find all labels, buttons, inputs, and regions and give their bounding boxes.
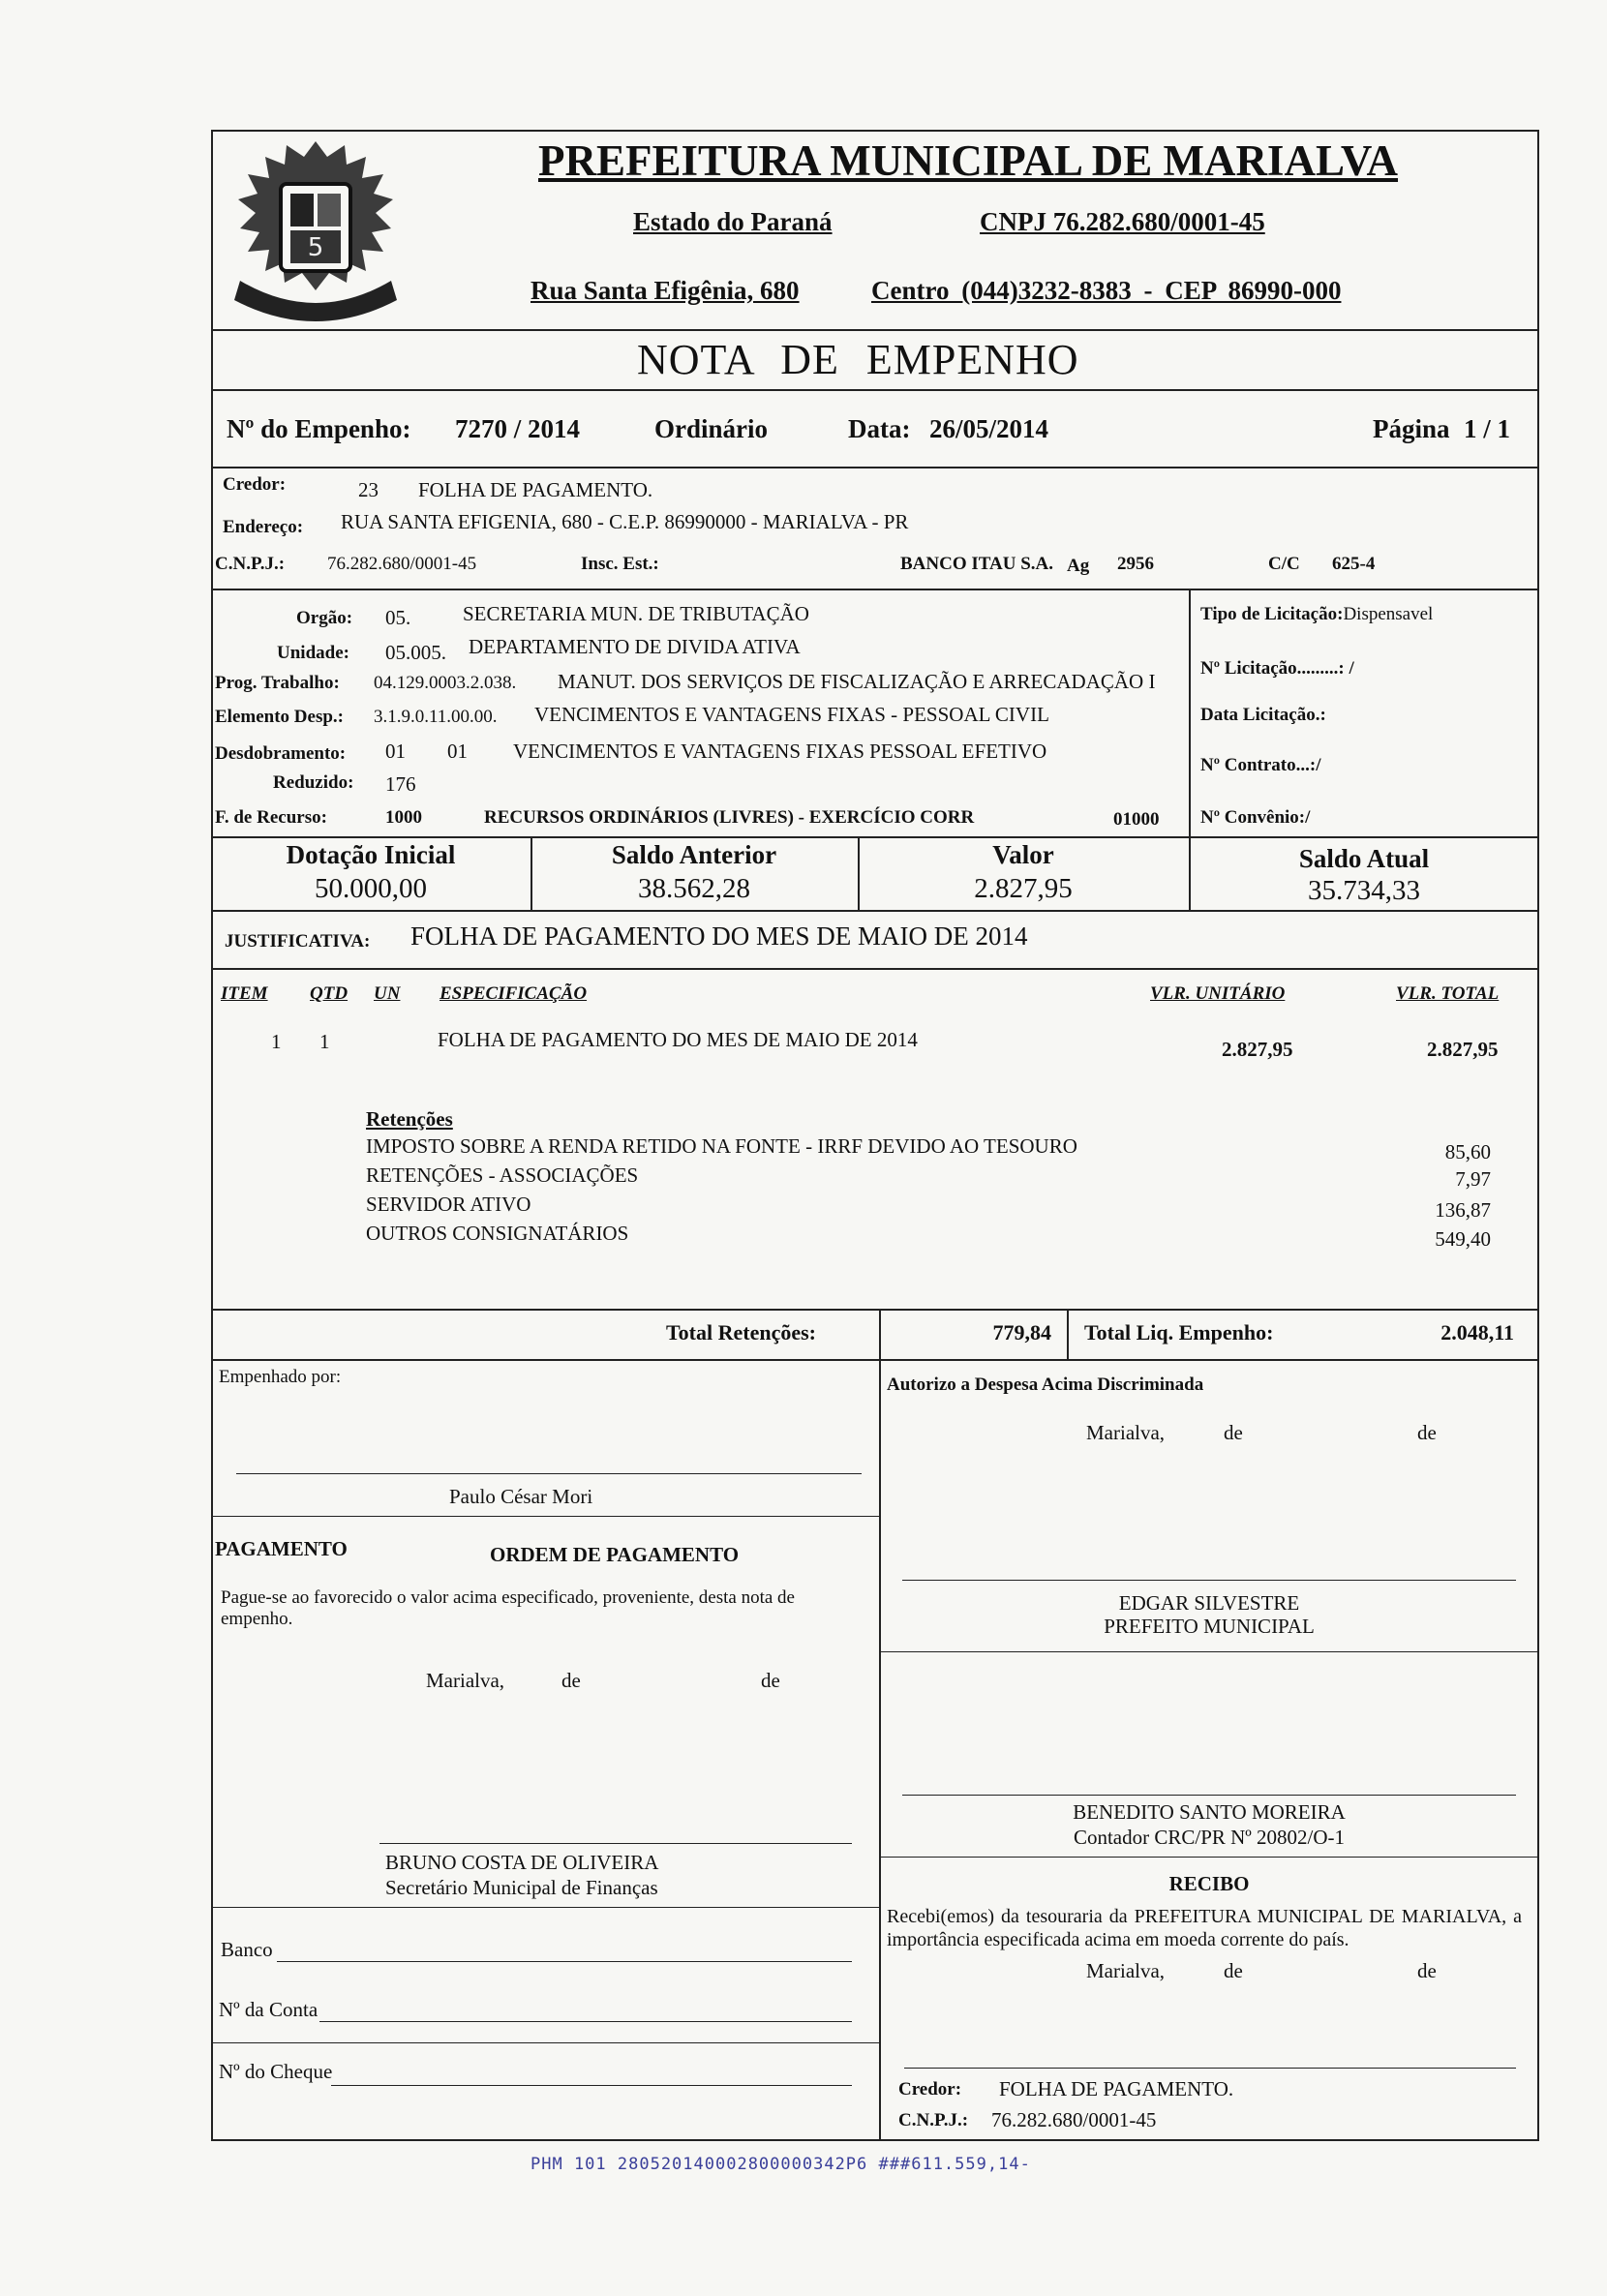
column-header-vlr-total: VLR. TOTAL xyxy=(1396,983,1500,1004)
conta-input-line[interactable] xyxy=(319,2021,852,2022)
retencao-desc: IMPOSTO SOBRE A RENDA RETIDO NA FONTE - IRRF DEVIDO AO TESOURO xyxy=(366,1134,1077,1158)
recibo-city: Marialva, xyxy=(1086,1959,1166,1982)
column-header-item: ITEM xyxy=(221,983,268,1004)
endereco-label: Endereço: xyxy=(223,517,304,537)
desdobramento-name: VENCIMENTOS E VANTAGENS FIXAS PESSOAL EFETIVO xyxy=(513,740,1047,763)
pagamento-de-1: de xyxy=(561,1669,581,1692)
retencao-value: 136,87 xyxy=(1435,1198,1491,1222)
agencia-label: Ag xyxy=(1067,556,1090,576)
recurso-code-2: 01000 xyxy=(1113,809,1160,830)
tipo-licitacao-value: Dispensavel xyxy=(1343,604,1434,624)
column-header-especificacao: ESPECIFICAÇÃO xyxy=(440,983,588,1004)
total-liquido-label: Total Liq. Empenho: xyxy=(1084,1320,1274,1344)
retencao-value: 85,60 xyxy=(1444,1140,1491,1163)
orgao-code: 05. xyxy=(385,606,411,629)
autorizo-de-1: de xyxy=(1224,1421,1243,1444)
elemento-name: VENCIMENTOS E VANTAGENS FIXAS - PESSOAL CIVIL xyxy=(534,703,1049,726)
column-header-qtd: QTD xyxy=(310,983,349,1004)
contador-title: Contador CRC/PR Nº 20802/O-1 xyxy=(1073,1826,1346,1849)
credor-label: Credor: xyxy=(223,474,287,495)
row-vlr-total: 2.827,95 xyxy=(1427,1038,1499,1061)
valor-label: Valor xyxy=(992,840,1054,869)
unidade-code: 05.005. xyxy=(385,641,446,664)
empenhado-signature-line xyxy=(236,1473,862,1474)
orgao-label: Orgão: xyxy=(296,608,353,628)
recurso-name: RECURSOS ORDINÁRIOS (LIVRES) - EXERCÍCIO CORR xyxy=(484,807,975,828)
banco-name: BANCO ITAU S.A. xyxy=(900,554,1054,574)
agencia-value: 2956 xyxy=(1117,554,1154,574)
column-header-vlr-unitario: VLR. UNITÁRIO xyxy=(1150,983,1286,1004)
municipal-crest-icon xyxy=(221,136,410,339)
pagamento-de-2: de xyxy=(761,1669,780,1692)
unidade-label: Unidade: xyxy=(277,643,349,663)
unidade-name: DEPARTAMENTO DE DIVIDA ATIVA xyxy=(469,635,801,658)
saldo-anterior-label: Saldo Anterior xyxy=(611,840,777,869)
recibo-credor-label: Credor: xyxy=(898,2079,962,2100)
saldo-anterior-value: 38.562,28 xyxy=(638,873,750,904)
prog-code: 04.129.0003.2.038. xyxy=(374,673,517,693)
retencao-desc: RETENÇÕES - ASSOCIAÇÕES xyxy=(366,1163,639,1187)
dotacao-inicial-label: Dotação Inicial xyxy=(286,840,456,869)
header-cnpj: CNPJ 76.282.680/0001-45 xyxy=(980,207,1265,236)
recibo-cnpj-value: 76.282.680/0001-45 xyxy=(991,2108,1157,2131)
header-district-phone: Centro (044)3232-8383 - CEP 86990-000 xyxy=(871,276,1342,305)
page-label: Página xyxy=(1373,414,1450,443)
total-retencoes-value: 779,84 xyxy=(992,1320,1051,1344)
retencao-value: 7,97 xyxy=(1455,1167,1491,1191)
conta-label: Nº da Conta xyxy=(219,1998,318,2021)
saldo-atual-label: Saldo Atual xyxy=(1298,844,1430,873)
retencao-value: 549,40 xyxy=(1435,1227,1491,1251)
elemento-code: 3.1.9.0.11.00.00. xyxy=(374,707,498,727)
empenho-date-label: Data: xyxy=(848,414,911,443)
recurso-label: F. de Recurso: xyxy=(215,807,327,828)
cc-label: C/C xyxy=(1268,554,1300,574)
justificativa-label: JUSTIFICATIVA: xyxy=(225,931,371,952)
header-address: Rua Santa Efigênia, 680 xyxy=(531,276,800,305)
state-label: Estado do Paraná xyxy=(633,207,833,236)
page-title: PREFEITURA MUNICIPAL DE MARIALVA xyxy=(538,136,1399,185)
reduzido-value: 176 xyxy=(385,772,416,796)
credor-name: FOLHA DE PAGAMENTO. xyxy=(418,478,653,501)
autorizo-label: Autorizo a Despesa Acima Discriminada xyxy=(887,1375,1204,1395)
column-header-un: UN xyxy=(374,983,401,1004)
recibo-text: Recebi(emos) da tesouraria da PREFEITURA MUNICIPAL DE MARIALVA, a importância especificada acima em moeda corrente do país. xyxy=(887,1906,1522,1950)
desdobramento-label: Desdobramento: xyxy=(215,743,347,764)
pagamento-city: Marialva, xyxy=(426,1669,505,1692)
prog-label: Prog. Trabalho: xyxy=(215,673,340,693)
prefeito-title: PREFEITO MUNICIPAL xyxy=(1104,1615,1315,1638)
recurso-code: 1000 xyxy=(385,807,422,828)
empenho-date: 26/05/2014 xyxy=(929,414,1049,443)
contador-name: BENEDITO SANTO MOREIRA xyxy=(1073,1800,1346,1824)
recibo-credor-value: FOLHA DE PAGAMENTO. xyxy=(999,2077,1234,2100)
prog-name: MANUT. DOS SERVIÇOS DE FISCALIZAÇÃO E ARRECADAÇÃO I xyxy=(558,670,1156,693)
convenio-number: Nº Convênio:/ xyxy=(1200,807,1311,828)
data-licitacao: Data Licitação.: xyxy=(1200,705,1326,725)
empenhado-por-label: Empenhado por: xyxy=(219,1367,342,1387)
cheque-input-line[interactable] xyxy=(331,2085,852,2086)
prefeito-name: EDGAR SILVESTRE xyxy=(1118,1591,1300,1615)
empenho-number-label: Nº do Empenho: xyxy=(227,414,411,443)
empenho-number: 7270 / 2014 xyxy=(455,414,581,443)
autorizo-city: Marialva, xyxy=(1086,1421,1166,1444)
desdobramento-code-2: 01 xyxy=(447,740,468,763)
bank-authentication-code: PHM 101 280520140002800000342P6 ###611.559,14- xyxy=(531,2155,1031,2174)
saldo-atual-value: 35.734,33 xyxy=(1308,875,1420,906)
dotacao-inicial-value: 50.000,00 xyxy=(315,873,427,904)
row-item: 1 xyxy=(271,1030,282,1053)
autorizo-de-2: de xyxy=(1417,1421,1437,1444)
licitacao-number: Nº Licitação.........: / xyxy=(1200,658,1354,679)
credor-signature-line xyxy=(904,2068,1516,2069)
valor-value: 2.827,95 xyxy=(974,873,1073,904)
pagamento-label: PAGAMENTO xyxy=(215,1537,348,1560)
reduzido-label: Reduzido: xyxy=(273,772,354,793)
recibo-de-2: de xyxy=(1417,1959,1437,1982)
document-title: NOTA DE EMPENHO xyxy=(637,336,1079,383)
justificativa-text: FOLHA DE PAGAMENTO DO MES DE MAIO DE 2014 xyxy=(410,921,1028,951)
retencoes-title: Retenções xyxy=(366,1107,453,1131)
tipo-licitacao xyxy=(1200,604,1433,625)
cheque-label: Nº do Cheque xyxy=(219,2060,333,2083)
insc-est-label: Insc. Est.: xyxy=(581,554,659,574)
credor-cnpj-label: C.N.P.J.: xyxy=(215,554,286,574)
orgao-name: SECRETARIA MUN. DE TRIBUTAÇÃO xyxy=(463,602,809,625)
empenho-type: Ordinário xyxy=(654,414,769,443)
svg-text:5: 5 xyxy=(307,233,324,262)
recibo-de-1: de xyxy=(1224,1959,1243,1982)
pague-text: Pague-se ao favorecido o valor acima especificado, proveniente, desta nota de empenho. xyxy=(221,1587,795,1629)
ordem-pagamento-label: ORDEM DE PAGAMENTO xyxy=(490,1543,740,1566)
credor-cnpj: 76.282.680/0001-45 xyxy=(327,554,477,574)
contador-signature-line xyxy=(902,1795,1516,1796)
banco-label: Banco xyxy=(221,1938,273,1961)
endereco-value: RUA SANTA EFIGENIA, 680 - C.E.P. 86990000 - MARIALVA - PR xyxy=(341,510,909,533)
row-qtd: 1 xyxy=(319,1030,330,1053)
secretario-signature-line xyxy=(379,1843,852,1844)
cc-value: 625-4 xyxy=(1332,554,1376,574)
banco-input-line[interactable] xyxy=(277,1961,852,1962)
secretario-name: BRUNO COSTA DE OLIVEIRA xyxy=(385,1851,659,1874)
row-especificacao: FOLHA DE PAGAMENTO DO MES DE MAIO DE 2014 xyxy=(438,1028,918,1051)
total-retencoes-label: Total Retenções: xyxy=(666,1320,816,1344)
elemento-label: Elemento Desp.: xyxy=(215,707,344,727)
credor-code: 23 xyxy=(358,478,379,501)
row-vlr-unitario: 2.827,95 xyxy=(1222,1038,1293,1061)
page-number: 1 / 1 xyxy=(1464,414,1511,443)
desdobramento-code-1: 01 xyxy=(385,740,406,763)
retencao-desc: OUTROS CONSIGNATÁRIOS xyxy=(366,1222,629,1245)
total-liquido-value: 2.048,11 xyxy=(1440,1320,1514,1344)
empenhado-name: Paulo César Mori xyxy=(449,1485,593,1508)
recibo-cnpj-label: C.N.P.J.: xyxy=(898,2110,969,2130)
tipo-licitacao-label: Tipo de Licitação: xyxy=(1200,604,1344,624)
prefeito-signature-line xyxy=(902,1580,1516,1581)
secretario-title: Secretário Municipal de Finanças xyxy=(385,1876,658,1899)
contrato-number: Nº Contrato...:/ xyxy=(1200,755,1321,775)
recibo-title: RECIBO xyxy=(1168,1872,1250,1895)
retencao-desc: SERVIDOR ATIVO xyxy=(366,1193,531,1216)
